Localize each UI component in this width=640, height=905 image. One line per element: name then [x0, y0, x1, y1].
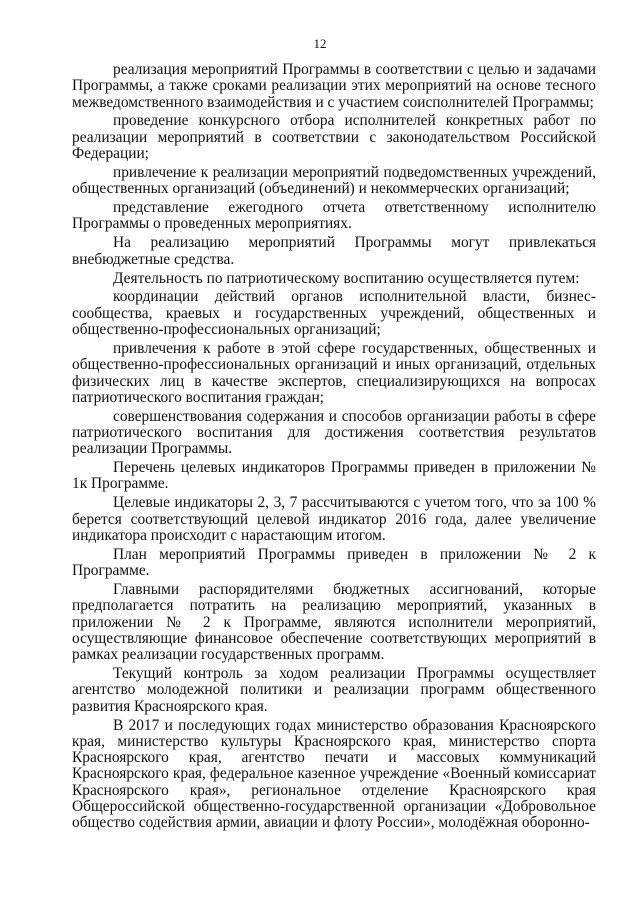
document-body	[72, 62, 596, 834]
paragraph: В 2017 и последующих годах министерство образования Красноярского края, министерство культуры Красноярского края, министерство спорта Красноярского края, агентство печати и массовых коммуникаций Красноярского края, федеральное казенное учреждение «Военный комиссариат Красноярского края», региональное отделение Красноярского края Общероссийской общественно-государственной организации «Добровольное общество содействия армии, авиации и флоту России», молодёжная оборонно-	[72, 716, 596, 832]
paragraph: Текущий контроль за ходом реализации Программы осуществляет агентство молодежной политики и реализации программ общественного развития Красноярского края.	[72, 665, 596, 715]
paragraph: Деятельность по патриотическому воспитанию осуществляется путем:	[113, 269, 580, 287]
paragraph: План мероприятий Программы приведен в приложении № 2 к Программе.	[72, 545, 596, 580]
paragraph: Главными распорядителями бюджетных ассигнований, которые предполагается потратить на реализацию мероприятий, указанных в приложении № 2 к Программе, являются исполнители мероприятий, осуществляющие финансовое обеспечение соответствующих мероприятий в рамках реализации государственных программ.	[72, 581, 596, 664]
paragraph: координации действий органов исполнительной власти, бизнес-сообщества, краевых и государственных учреждений, общественных и общественно-профессиональных организаций;	[72, 288, 596, 339]
paragraph: представление ежегодного отчета ответственному исполнителю Программы о проведенных мероприятиях.	[72, 199, 596, 233]
paragraph: реализация мероприятий Программы в соответствии с целью и задачами Программы, а также сроками реализации этих мероприятий на основе тесного межведомственного взаимодействия и с участием соисполнителей Программы;	[72, 61, 596, 111]
page-number: 12	[313, 36, 327, 51]
paragraph: совершенствования содержания и способов организации работы в сфере патриотического воспитания для достижения соответствия результатов реализации Программы.	[72, 407, 596, 458]
paragraph: Целевые индикаторы 2, 3, 7 рассчитываются с учетом того, что за 100 % берется соответствующий целевой индикатор 2016 года, далее увеличение индикатора происходит с нарастающим итогом.	[72, 494, 596, 544]
paragraph: привлечение к реализации мероприятий подведомственных учреждений, общественных организаций (объединений) и некоммерческих организаций;	[72, 163, 596, 198]
paragraph: привлечения к работе в этой сфере государственных, общественных и общественно-профессиональных организаций и иных организаций, отдельных физических лиц в качестве экспертов, специализирующихся на вопросах патриотического воспитания граждан;	[72, 339, 596, 406]
paragraph: Перечень целевых индикаторов Программы приведен в приложении № 1к Программе.	[72, 459, 596, 493]
paragraph: проведение конкурсного отбора исполнителей конкретных работ по реализации мероприятий в соответствии с законодательством Российской Федерации;	[72, 112, 596, 163]
paragraph: На реализацию мероприятий Программы могут привлекаться внебюджетные средства.	[72, 234, 596, 268]
